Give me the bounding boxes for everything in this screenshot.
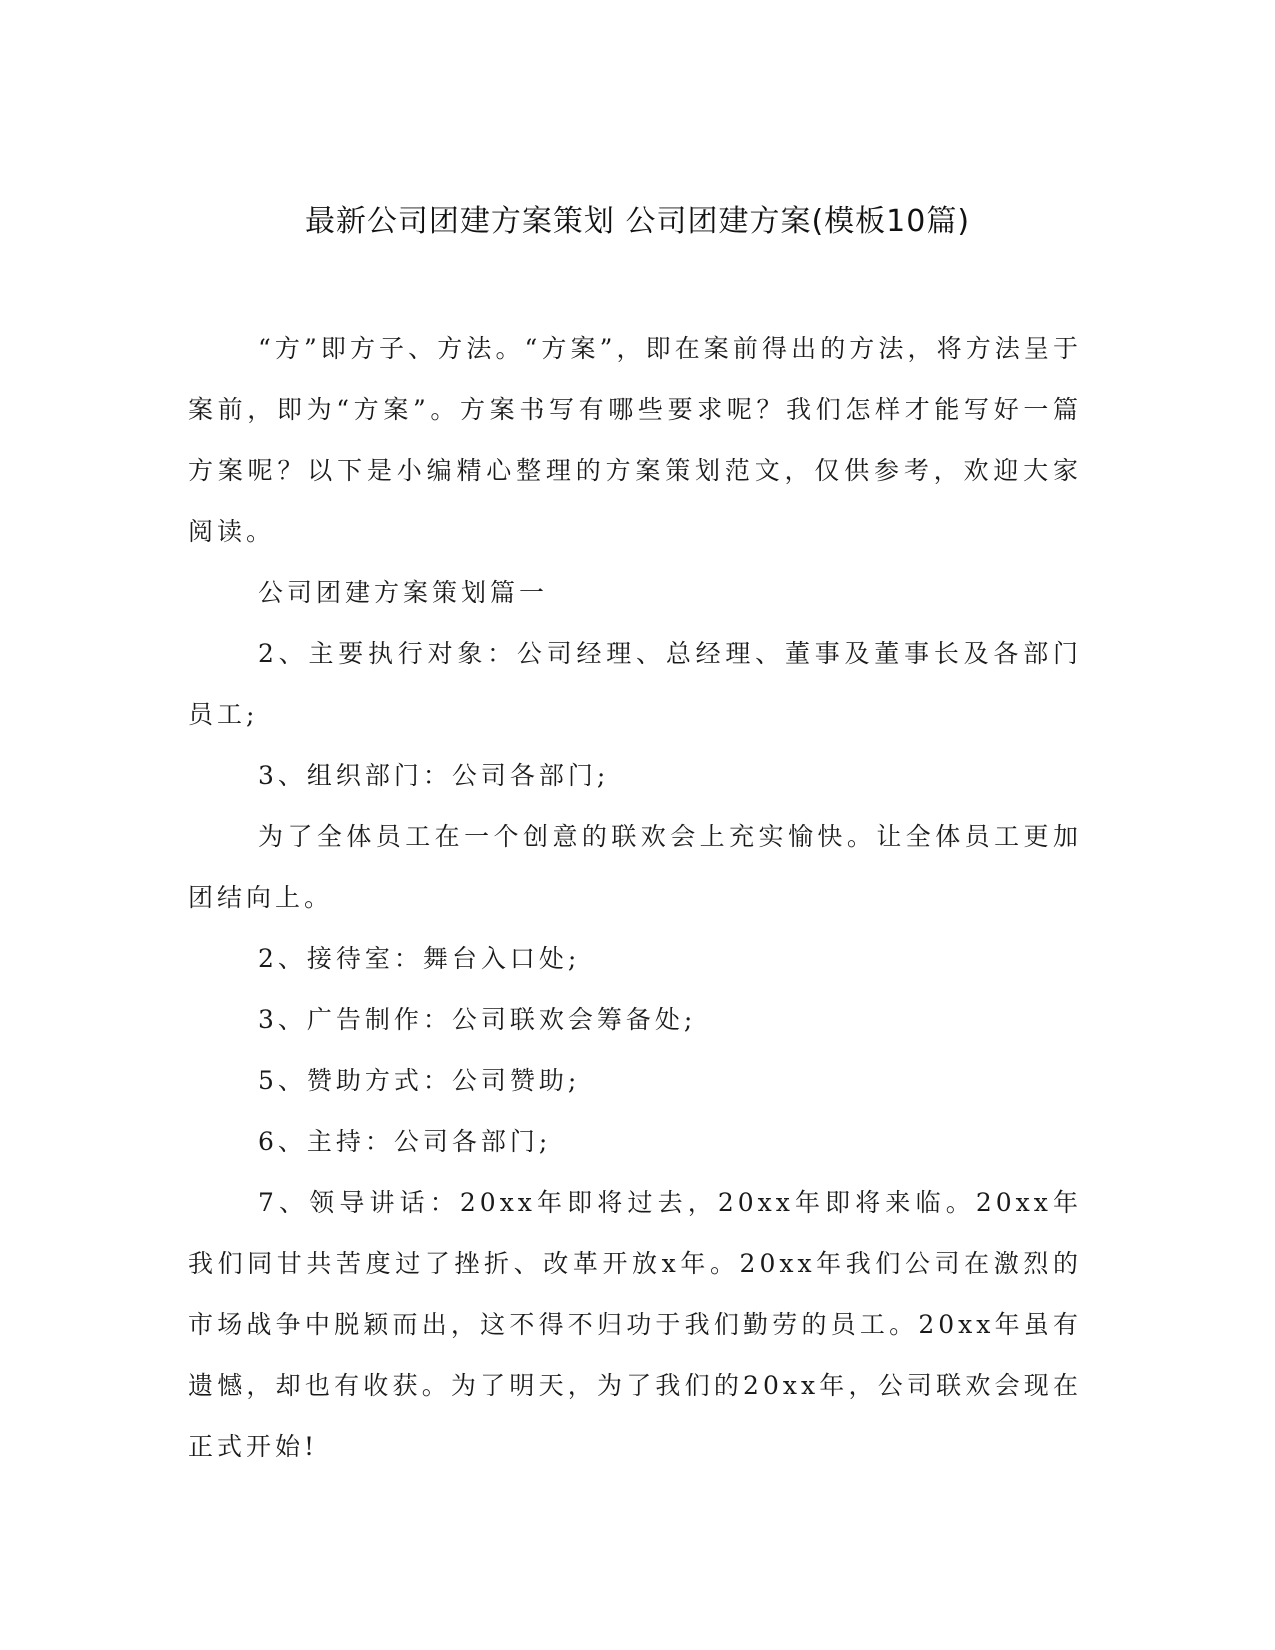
intro-paragraph: “方”即方子、方法。“方案”，即在案前得出的方法，将方法呈于案前，即为“方案”。方案书写有哪些要求呢？我们怎样才能写好一篇方案呢？以下是小编精心整理的方案策划范文，仅供参考，欢迎大家阅读。: [188, 334, 1082, 546]
list-item-advertising: 3、广告制作：公司联欢会筹备处;: [258, 1005, 697, 1034]
list-item-host: 6、主持：公司各部门;: [258, 1127, 552, 1156]
list-item-target-audience: 2、主要执行对象：公司经理、总经理、董事及董事长及各部门员工;: [188, 639, 1082, 729]
document-title: 最新公司团建方案策划 公司团建方案(模板10篇): [304, 204, 971, 239]
list-item-leader-speech: 7、领导讲话：20xx年即将过去，20xx年即将来临。20xx年我们同甘共苦度过了挫折、改革开放x年。20xx年我们公司在激烈的市场战争中脱颖而出，这不得不归功于我们勤劳的员工。20xx年虽有遗憾，却也有收获。为了明天，为了我们的20xx年，公司联欢会现在正式开始!: [188, 1188, 1082, 1461]
section-heading: 公司团建方案策划篇一: [258, 578, 549, 607]
document-body: [188, 318, 1082, 1477]
purpose-paragraph: 为了全体员工在一个创意的联欢会上充实愉快。让全体员工更加团结向上。: [188, 822, 1082, 912]
list-item-sponsorship: 5、赞助方式：公司赞助;: [258, 1066, 581, 1095]
list-item-organizer: 3、组织部门：公司各部门;: [258, 761, 610, 790]
list-item-reception: 2、接待室：舞台入口处;: [258, 944, 581, 973]
